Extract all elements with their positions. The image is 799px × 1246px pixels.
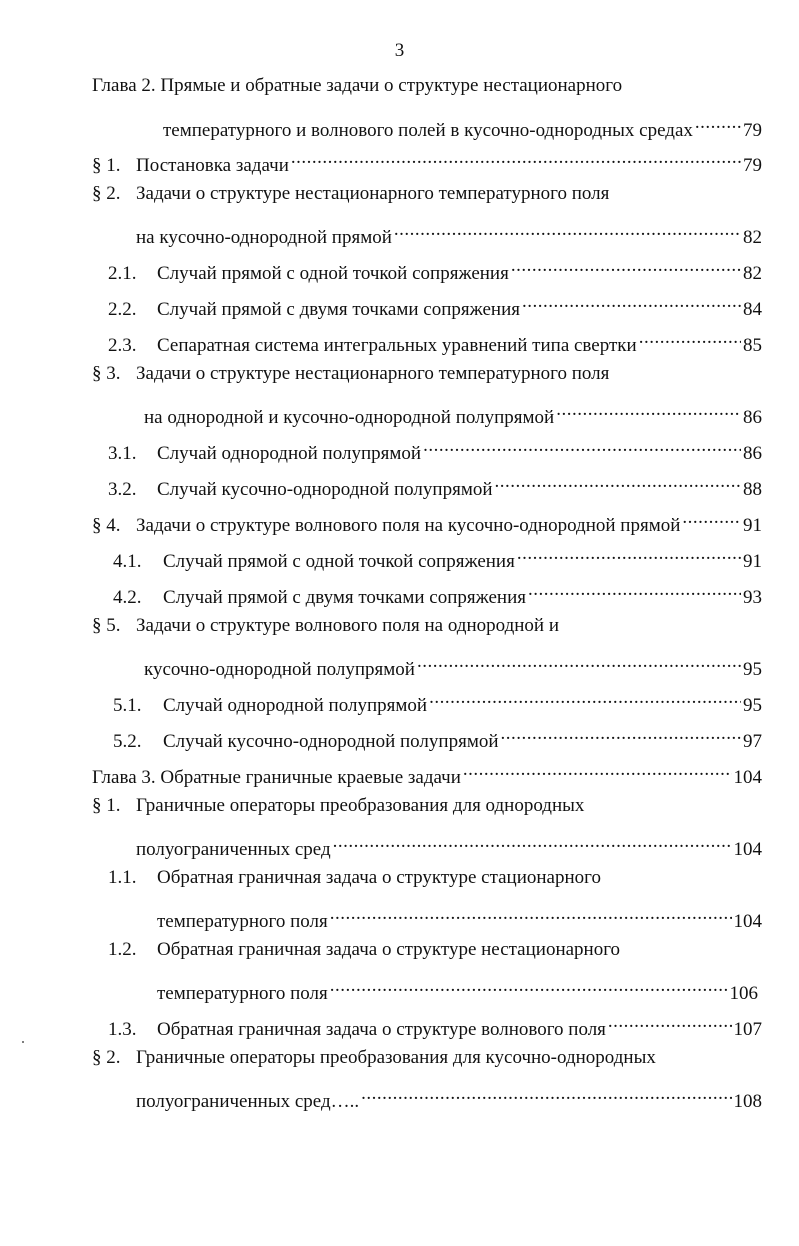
toc-page-number: 108 bbox=[733, 1091, 762, 1112]
dot-leader bbox=[394, 217, 741, 243]
toc-entry-number: § 1. bbox=[92, 795, 121, 816]
toc-entry-text: Задачи о структуре нестационарного температурного поля bbox=[136, 363, 610, 384]
toc-entry-section-5-line-1 bbox=[92, 613, 559, 639]
scan-speck bbox=[22, 1041, 24, 1043]
toc-entry-text: Обратная граничная задача о структуре нестационарного bbox=[157, 939, 621, 960]
toc-entry-subsection-5-2 bbox=[113, 721, 762, 752]
toc-entry-text: Глава 2. Прямые и обратные задачи о структуре нестационарного bbox=[92, 75, 623, 96]
toc-entry-number: 2.1. bbox=[108, 263, 137, 284]
toc-entry-number: § 3. bbox=[92, 363, 121, 384]
dot-leader bbox=[511, 253, 741, 279]
toc-entry-number: 1.3. bbox=[108, 1019, 137, 1040]
toc-page-number: 104 bbox=[733, 911, 762, 932]
toc-page-number: 107 bbox=[733, 1019, 762, 1040]
toc-entry-number: 1.2. bbox=[108, 939, 137, 960]
toc-entry-text: Граничные операторы преобразования для кусочно-однородных bbox=[136, 1047, 656, 1068]
toc-entry-ch3-subsection-1-1-line-1 bbox=[108, 865, 601, 891]
toc-entry-text: Глава 3. Обратные граничные краевые задачи bbox=[92, 767, 461, 788]
toc-page-number: 82 bbox=[743, 227, 762, 248]
toc-entry-section-3-line-2 bbox=[144, 397, 762, 428]
toc-entry-text: Случай однородной полупрямой bbox=[157, 443, 422, 464]
toc-entry-section-5-line-2 bbox=[144, 649, 762, 680]
toc-entry-text: Случай кусочно-однородной полупрямой bbox=[157, 479, 493, 500]
toc-entry-text: полуограниченных сред….. bbox=[136, 1091, 360, 1112]
toc-entry-text: Случай прямой с двумя точками сопряжения bbox=[157, 299, 521, 320]
toc-entry-subsection-5-1 bbox=[113, 685, 762, 716]
toc-entry-text: Задачи о структуре волнового поля на однородной и bbox=[136, 615, 560, 636]
toc-entry-number: 2.2. bbox=[108, 299, 137, 320]
chapter-3-title bbox=[92, 757, 762, 788]
toc-entry-number: 5.1. bbox=[113, 695, 142, 716]
toc-page-number: 106 bbox=[729, 983, 758, 1004]
toc-entry-section-2-line-2 bbox=[136, 217, 762, 248]
toc-entry-text: Сепаратная система интегральных уравнений типа свертки bbox=[157, 335, 637, 356]
toc-entry-number: § 4. bbox=[92, 515, 121, 536]
toc-entry-number: 4.2. bbox=[113, 587, 142, 608]
toc-page-number: 79 bbox=[743, 155, 762, 176]
toc-entry-ch3-section-1-line-2 bbox=[136, 829, 762, 860]
toc-entry-section-3-line-1 bbox=[92, 361, 609, 387]
toc-entry-number: 3.1. bbox=[108, 443, 137, 464]
toc-entry-number: 1.1. bbox=[108, 867, 137, 888]
toc-entry-text: на кусочно-однородной прямой bbox=[136, 227, 392, 248]
toc-entry-text: Задачи о структуре нестационарного температурного поля bbox=[136, 183, 610, 204]
toc-entry-section-1 bbox=[92, 145, 762, 176]
toc-entry-number: § 5. bbox=[92, 615, 121, 636]
toc-page-number: 86 bbox=[743, 443, 762, 464]
toc-entry-ch3-section-2-line-2 bbox=[136, 1081, 762, 1112]
toc-entry-subsection-3-2 bbox=[108, 469, 762, 500]
toc-entry-subsection-4-2 bbox=[113, 577, 762, 608]
toc-entry-text: Постановка задачи bbox=[136, 155, 289, 176]
toc-entry-text: Случай прямой с двумя точками сопряжения bbox=[163, 587, 527, 608]
dot-leader bbox=[695, 110, 741, 136]
dot-leader bbox=[361, 1081, 731, 1107]
toc-entry-text: кусочно-однородной полупрямой bbox=[144, 659, 415, 680]
dot-leader bbox=[517, 541, 741, 567]
toc-entry-text: Обратная граничная задача о структуре стационарного bbox=[157, 867, 601, 888]
toc-entry-text: Обратная граничная задача о структуре волнового поля bbox=[157, 1019, 606, 1040]
toc-entry-text: Задачи о структуре волнового поля на кусочно-однородной прямой bbox=[136, 515, 681, 536]
toc-entry-section-2-line-1 bbox=[92, 181, 609, 207]
toc-entry-text: Случай прямой с одной точкой сопряжения bbox=[163, 551, 515, 572]
toc-entry-text: полуограниченных сред bbox=[136, 839, 331, 860]
toc-entry-number: 3.2. bbox=[108, 479, 137, 500]
toc-page-number: 91 bbox=[743, 515, 762, 536]
toc-entry-number: 4.1. bbox=[113, 551, 142, 572]
dot-leader bbox=[639, 325, 741, 351]
toc-entry-text: температурного и волнового полей в кусочно-однородных средах bbox=[163, 120, 693, 141]
toc-entry-text: Граничные операторы преобразования для однородных bbox=[136, 795, 585, 816]
dot-leader bbox=[501, 721, 741, 747]
toc-entry-text: Случай прямой с одной точкой сопряжения bbox=[157, 263, 509, 284]
toc-entry-ch3-subsection-1-2-line-2 bbox=[157, 973, 758, 1004]
toc-entry-subsection-2-2 bbox=[108, 289, 762, 320]
toc-entry-number: 2.3. bbox=[108, 335, 137, 356]
toc-entry-ch3-section-1-line-1 bbox=[92, 793, 584, 819]
dot-leader bbox=[682, 505, 741, 531]
chapter-2-title-line-2 bbox=[163, 110, 762, 141]
toc-entry-text: Случай кусочно-однородной полупрямой bbox=[163, 731, 499, 752]
dot-leader bbox=[528, 577, 741, 603]
toc-page-number: 91 bbox=[743, 551, 762, 572]
toc-entry-text: Случай однородной полупрямой bbox=[163, 695, 428, 716]
toc-entry-subsection-4-1 bbox=[113, 541, 762, 572]
dot-leader bbox=[333, 829, 732, 855]
toc-entry-ch3-section-2-line-1 bbox=[92, 1045, 656, 1071]
toc-page-number: 82 bbox=[743, 263, 762, 284]
toc-entry-number: § 1. bbox=[92, 155, 121, 176]
toc-entry-subsection-2-3 bbox=[108, 325, 762, 356]
toc-entry-subsection-2-1 bbox=[108, 253, 762, 284]
toc-entry-text: температурного поля bbox=[157, 911, 328, 932]
toc-page-number: 97 bbox=[743, 731, 762, 752]
toc-page-number: 104 bbox=[733, 839, 762, 860]
dot-leader bbox=[556, 397, 741, 423]
dot-leader bbox=[495, 469, 741, 495]
toc-page-number: 84 bbox=[743, 299, 762, 320]
toc-page-number: 88 bbox=[743, 479, 762, 500]
toc-page-number: 95 bbox=[743, 659, 762, 680]
page-number: 3 bbox=[394, 40, 405, 61]
dot-leader bbox=[291, 145, 741, 171]
chapter-2-title-line-1 bbox=[92, 73, 622, 99]
toc-entry-text: температурного поля bbox=[157, 983, 328, 1004]
dot-leader bbox=[330, 973, 728, 999]
toc-page-number: 95 bbox=[743, 695, 762, 716]
dot-leader bbox=[463, 757, 732, 783]
dot-leader bbox=[330, 901, 732, 927]
dot-leader bbox=[522, 289, 741, 315]
toc-page-number: 93 bbox=[743, 587, 762, 608]
dot-leader bbox=[417, 649, 741, 675]
toc-entry-number: § 2. bbox=[92, 1047, 121, 1068]
dot-leader bbox=[608, 1009, 732, 1035]
toc-entry-number: 5.2. bbox=[113, 731, 142, 752]
toc-entry-number: § 2. bbox=[92, 183, 121, 204]
toc-entry-ch3-subsection-1-3 bbox=[108, 1009, 762, 1040]
toc-entry-ch3-subsection-1-2-line-1 bbox=[108, 937, 620, 963]
toc-page-number: 79 bbox=[743, 120, 762, 141]
toc-entry-text: на однородной и кусочно-однородной полупрямой bbox=[144, 407, 555, 428]
toc-entry-section-4 bbox=[92, 505, 762, 536]
toc-page-number: 104 bbox=[733, 767, 762, 788]
toc-page-number: 85 bbox=[743, 335, 762, 356]
toc-page-number: 86 bbox=[743, 407, 762, 428]
dot-leader bbox=[429, 685, 741, 711]
toc-entry-subsection-3-1 bbox=[108, 433, 762, 464]
toc-entry-ch3-subsection-1-1-line-2 bbox=[157, 901, 762, 932]
dot-leader bbox=[423, 433, 741, 459]
